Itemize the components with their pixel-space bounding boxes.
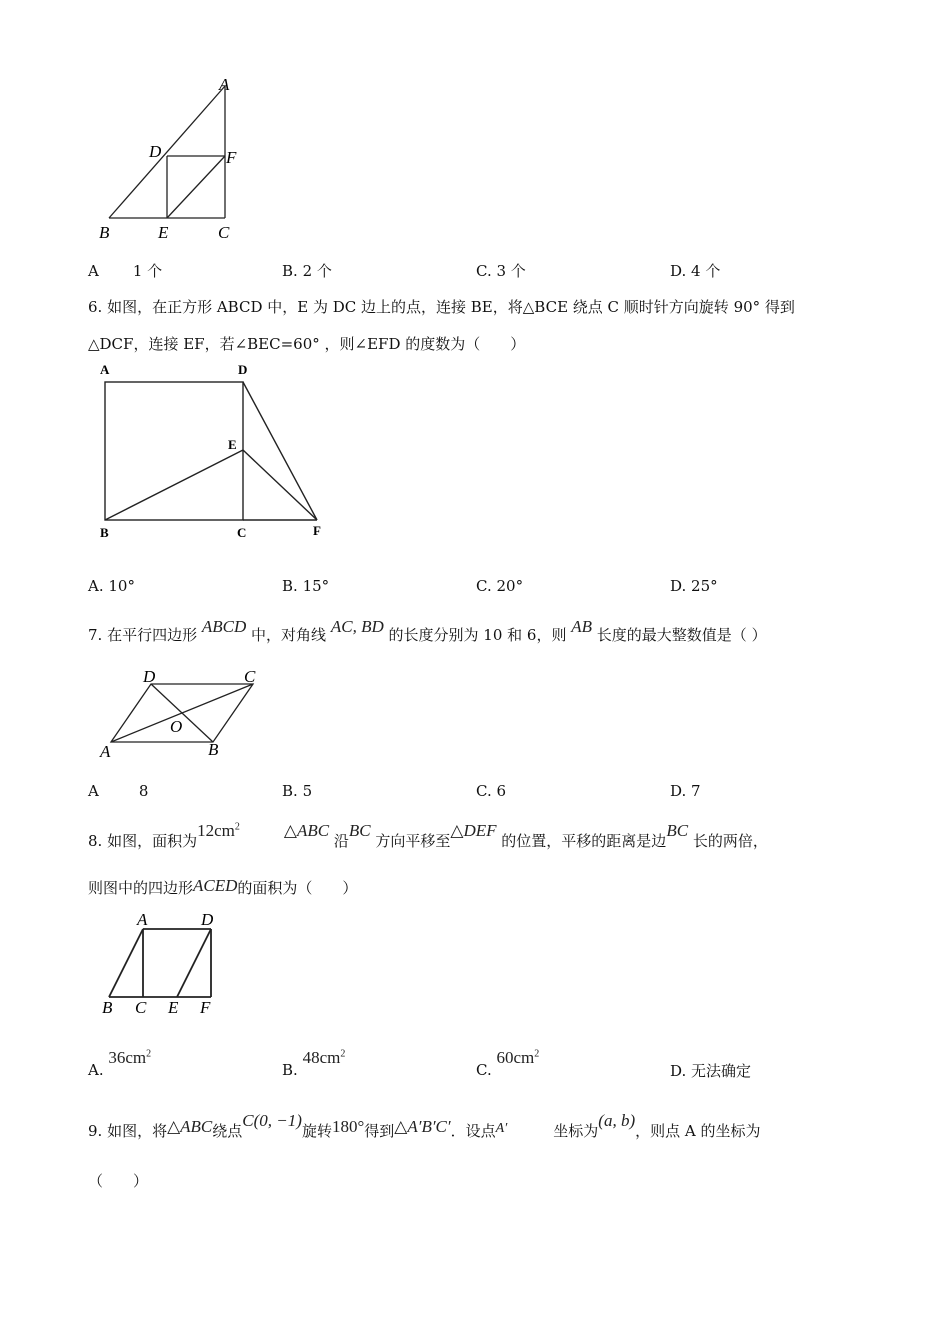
option-letter: D. bbox=[670, 262, 687, 280]
q9-math-angle: 180° bbox=[331, 1117, 365, 1136]
q8-label-c: C bbox=[135, 998, 147, 1017]
q9-stem-line2: （ ） bbox=[88, 1172, 149, 1190]
q7-label-o: O bbox=[170, 717, 183, 736]
option-text: 15° bbox=[302, 577, 330, 595]
q5-option-a bbox=[88, 260, 162, 281]
q7-option-a bbox=[88, 782, 148, 800]
q6-label-a: A bbox=[100, 362, 110, 377]
q5-label-e: E bbox=[158, 223, 169, 242]
q5-label-b: B bbox=[99, 223, 110, 242]
q6-stem-line2: △DCF，连接 EF，若∠BEC=60° ，则∠EFD 的度数为（ ） bbox=[88, 335, 526, 353]
q8-text-2: 沿 bbox=[333, 832, 349, 850]
q7-text-1: 7. 在平行四边形 bbox=[88, 626, 198, 644]
q6-label-b: B bbox=[100, 525, 109, 540]
q7-text-4: 长度的最大整数值是（ ） bbox=[596, 626, 767, 644]
q7-figure bbox=[95, 662, 275, 762]
q8-label-f: F bbox=[200, 998, 211, 1017]
option-letter: B. bbox=[282, 262, 298, 280]
q9-math-ab: (a, b) bbox=[598, 1111, 636, 1130]
option-text: 1 个 bbox=[132, 262, 163, 280]
option-letter: B. bbox=[282, 1061, 298, 1079]
q7-math-ac-bd: AC, BD bbox=[330, 617, 384, 636]
q7-option-b bbox=[282, 782, 312, 800]
option-letter: A. bbox=[88, 577, 104, 595]
option-text: $60cm^2$ bbox=[496, 1048, 540, 1067]
q7-label-a: A bbox=[100, 742, 111, 761]
q8-label-b: B bbox=[102, 998, 113, 1017]
q5-option-d bbox=[670, 260, 720, 281]
q7-option-c bbox=[476, 782, 506, 800]
q9-text-7: ，则点 A 的坐标为 bbox=[635, 1122, 761, 1140]
q8-math-triangle-def: △DEF bbox=[450, 821, 497, 840]
q9-text-2: 绕点 bbox=[212, 1122, 243, 1140]
option-text: 无法确定 bbox=[691, 1062, 752, 1080]
q6-option-a bbox=[88, 577, 135, 595]
q6-stem-line1: 6. 如图，在正方形 ABCD 中，E 为 DC 边上的点，连接 BE，将△BCE 绕点 C 顺时针方向旋转 90° 得到 bbox=[88, 298, 795, 316]
q9-text-4: 得到 bbox=[364, 1122, 395, 1140]
option-letter: D. bbox=[670, 782, 687, 800]
q8-figure bbox=[95, 905, 235, 1020]
q6-option-d bbox=[670, 577, 718, 595]
q8-stem-line1 bbox=[88, 821, 768, 851]
q8-stem-line2 bbox=[88, 877, 357, 898]
q6-label-c: C bbox=[237, 525, 247, 540]
q7-text-3: 的长度分别为 10 和 6，则 bbox=[388, 626, 567, 644]
option-text: 7 bbox=[691, 782, 701, 800]
option-letter: B. bbox=[282, 782, 298, 800]
q5-label-c: C bbox=[218, 223, 230, 242]
option-letter: B. bbox=[282, 577, 298, 595]
q8-label-a: A bbox=[137, 910, 148, 929]
q5-label-d: D bbox=[149, 142, 162, 161]
option-letter: D. bbox=[670, 1062, 687, 1080]
q8-math-aced: ACED bbox=[193, 876, 238, 895]
option-text: $48cm^2$ bbox=[302, 1048, 346, 1067]
q8-text-4: 的位置，平移的距离是边 bbox=[501, 832, 667, 850]
q8-option-d bbox=[670, 1060, 751, 1081]
q8-text-5: 长的两倍， bbox=[692, 832, 768, 850]
q8-math-triangle-abc: △ABC bbox=[283, 821, 330, 840]
q8-option-b bbox=[282, 1048, 346, 1080]
option-letter: C. bbox=[476, 577, 492, 595]
q6-label-f: F bbox=[313, 523, 321, 538]
q8-text-3: 方向平移至 bbox=[375, 832, 451, 850]
q9-text-3: 旋转 bbox=[301, 1122, 332, 1140]
q7-option-d bbox=[670, 782, 701, 800]
q9-stem-line1 bbox=[88, 1111, 761, 1141]
q6-label-d: D bbox=[238, 362, 248, 377]
q5-option-b bbox=[282, 260, 332, 281]
q8-label-d: D bbox=[201, 910, 214, 929]
q7-label-d: D bbox=[143, 667, 156, 686]
option-text: 25° bbox=[691, 577, 718, 595]
q8-text-1: 8. 如图，面积为 bbox=[88, 832, 198, 850]
q8-option-c bbox=[476, 1048, 540, 1080]
q9-math-triangle-prime: △A′B′C′ bbox=[394, 1117, 451, 1136]
option-text: 8 bbox=[138, 782, 149, 800]
option-letter: C. bbox=[476, 1061, 492, 1079]
option-text: 4 个 bbox=[691, 262, 721, 280]
option-text: 5 bbox=[302, 782, 313, 800]
q8-text-6: 则图中的四边形 bbox=[88, 879, 194, 897]
q7-math-abcd: ABCD bbox=[201, 617, 247, 636]
option-letter: A bbox=[88, 782, 99, 800]
option-letter: C. bbox=[476, 782, 492, 800]
q5-label-a: A bbox=[219, 75, 230, 94]
q9-math-a-prime: A′ bbox=[495, 1121, 508, 1136]
q7-stem bbox=[88, 617, 767, 645]
option-text: $36cm^2$ bbox=[108, 1048, 152, 1067]
q5-label-f: F bbox=[226, 148, 237, 167]
q8-math-area: $12cm^2$ bbox=[197, 821, 240, 840]
option-text: 20° bbox=[496, 577, 524, 595]
q8-text-7: 的面积为（ ） bbox=[237, 879, 358, 897]
q5-option-c bbox=[476, 260, 526, 281]
q6-option-b bbox=[282, 577, 329, 595]
option-text: 10° bbox=[108, 577, 135, 595]
q7-math-ab: AB bbox=[571, 617, 593, 636]
q8-label-e: E bbox=[168, 998, 179, 1017]
q8-option-a bbox=[88, 1048, 152, 1080]
option-letter: C. bbox=[476, 262, 492, 280]
q9-text-1: 9. 如图，将 bbox=[88, 1122, 168, 1140]
q6-option-c bbox=[476, 577, 523, 595]
option-letter: A bbox=[88, 262, 99, 280]
q9-math-point-c: C(0, −1) bbox=[242, 1111, 302, 1130]
q7-text-2: 中，对角线 bbox=[251, 626, 327, 644]
q9-math-triangle-abc: △ABC bbox=[167, 1117, 213, 1136]
q5-figure bbox=[95, 70, 255, 250]
option-text: 2 个 bbox=[302, 262, 332, 280]
q6-label-e: E bbox=[228, 437, 237, 452]
option-letter: A. bbox=[88, 1061, 104, 1079]
q7-label-b: B bbox=[208, 740, 219, 759]
option-text: 6 bbox=[496, 782, 507, 800]
q9-text-6: 坐标为 bbox=[553, 1122, 599, 1140]
q8-math-bc-2: BC bbox=[666, 821, 689, 840]
option-text: 3 个 bbox=[496, 262, 526, 280]
q7-label-c: C bbox=[244, 667, 256, 686]
q8-math-bc: BC bbox=[348, 821, 371, 840]
option-letter: D. bbox=[670, 577, 687, 595]
q9-text-5: ．设点 bbox=[450, 1122, 496, 1140]
q6-figure bbox=[95, 360, 335, 545]
